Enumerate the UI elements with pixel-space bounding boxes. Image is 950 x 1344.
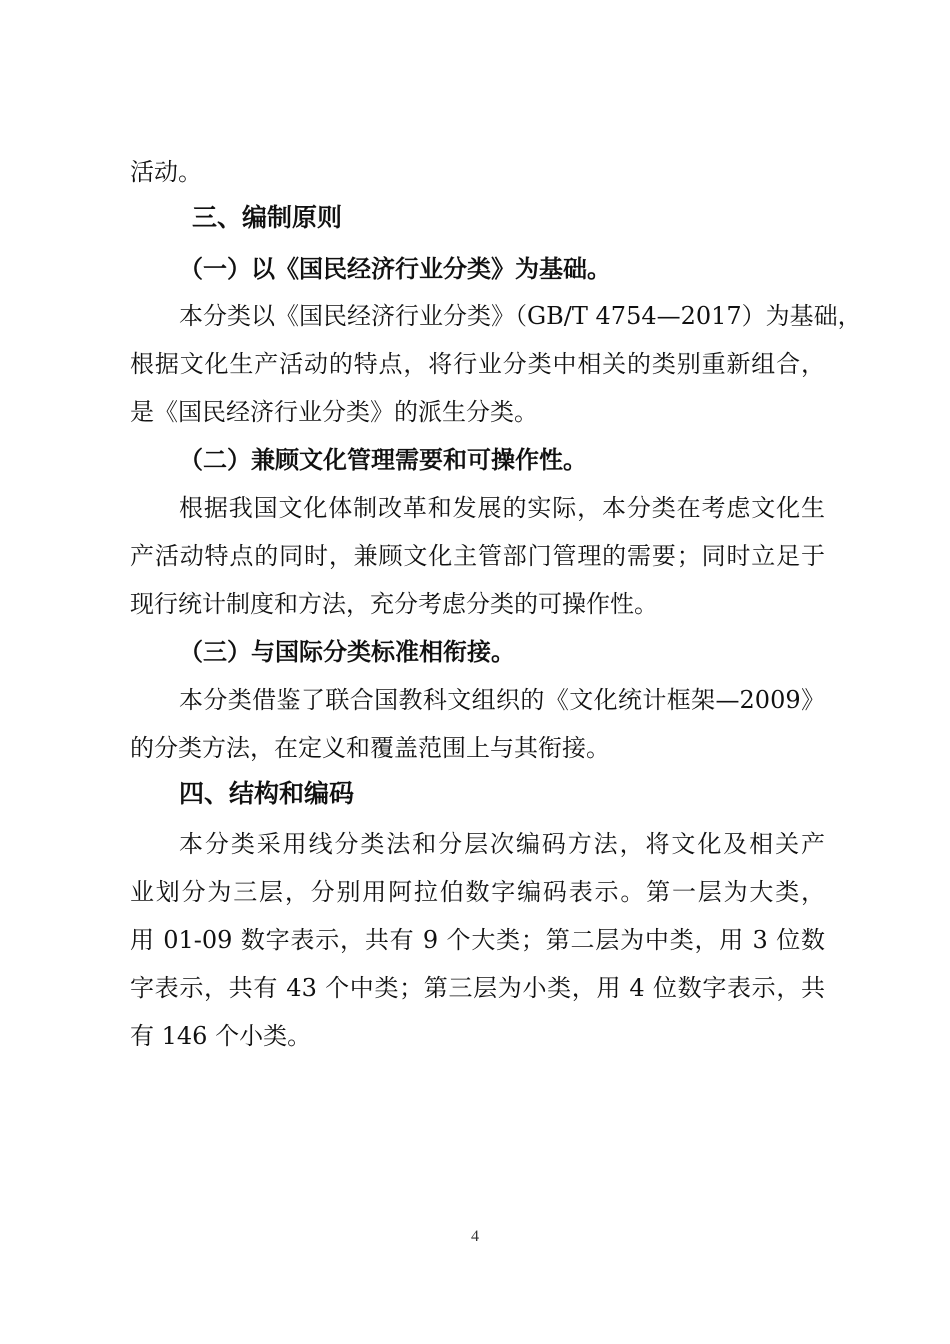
section-heading-principles: 三、编制原则 (192, 203, 343, 232)
paragraph-line: 是《国民经济行业分类》的派生分类。 (130, 398, 538, 426)
paragraph-line: 本分类以《国民经济行业分类》（GB/T 4754—2017）为基础， (179, 302, 862, 330)
paragraph-line: 产活动特点的同时，兼顾文化主管部门管理的需要；同时立足于 (130, 542, 825, 570)
subsection-heading-3: （三）与国际分类标准相衔接。 (179, 637, 515, 666)
paragraph-line: 现行统计制度和方法，充分考虑分类的可操作性。 (130, 590, 658, 618)
page-number: 4 (471, 1228, 479, 1245)
paragraph-line: 用 01-09 数字表示，共有 9 个大类；第二层为中类，用 3 位数 (130, 926, 825, 954)
paragraph-line: 本分类借鉴了联合国教科文组织的《文化统计框架—2009》 (179, 686, 825, 714)
paragraph-line: 的分类方法，在定义和覆盖范围上与其衔接。 (130, 734, 610, 762)
paragraph-line: 活动。 (130, 158, 202, 186)
paragraph-line: 字表示，共有 43 个中类；第三层为小类，用 4 位数字表示，共 (130, 974, 825, 1002)
paragraph-line: 有 146 个小类。 (130, 1022, 312, 1050)
paragraph-line: 业划分为三层，分别用阿拉伯数字编码表示。第一层为大类， (130, 878, 825, 906)
subsection-heading-1: （一）以《国民经济行业分类》为基础。 (179, 254, 611, 283)
paragraph-line: 根据文化生产活动的特点，将行业分类中相关的类别重新组合， (130, 350, 825, 378)
section-heading-structure: 四、结构和编码 (179, 779, 355, 808)
subsection-heading-2: （二）兼顾文化管理需要和可操作性。 (179, 445, 587, 474)
paragraph-line: 根据我国文化体制改革和发展的实际，本分类在考虑文化生 (179, 494, 825, 522)
paragraph-line: 本分类采用线分类法和分层次编码方法，将文化及相关产 (179, 830, 825, 858)
